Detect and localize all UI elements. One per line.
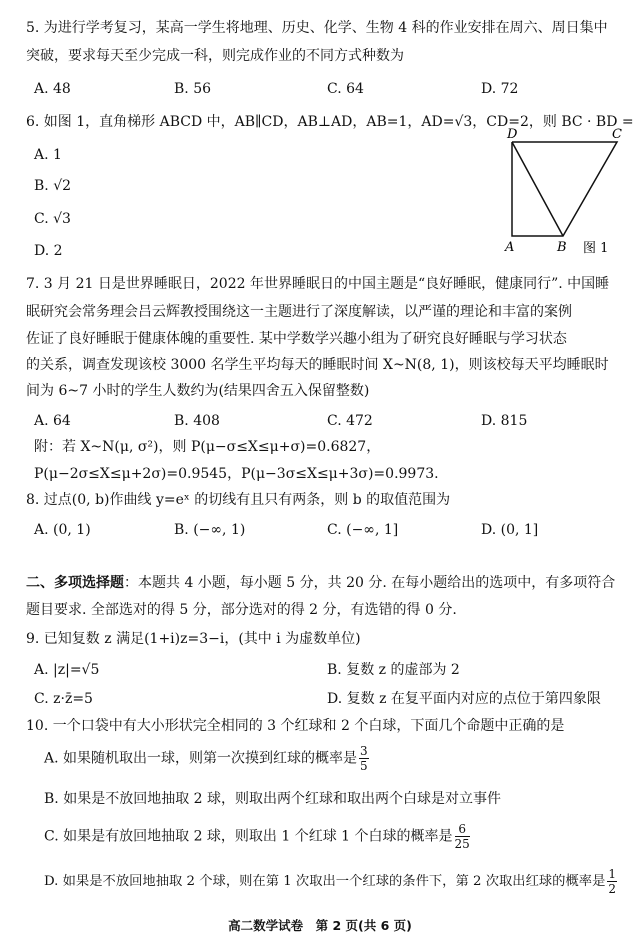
section2-line1 (26, 573, 615, 593)
q10-option-a-fraction (359, 744, 369, 773)
q7-note-line1: 附：若 X~N(μ, σ²)，则 P(μ−σ≤X≤μ+σ)=0.6827， (34, 439, 381, 455)
q5-option-a: A. 48 (34, 81, 71, 97)
q5-stem-line2: 突破，要求每天至少完成一科，则完成作业的不同方式种数为 (26, 48, 404, 64)
fraction-denominator: 25 (454, 837, 470, 851)
q8-stem: 8. 过点(0, b)作曲线 y=eˣ 的切线有且只有两条，则 b 的取值范围为 (26, 492, 451, 508)
figure-caption: 图 1 (583, 241, 609, 256)
q5-option-d: D. 72 (481, 81, 519, 97)
fraction-numerator: 3 (360, 744, 368, 758)
q10-option-b: B. 如果是不放回地抽取 2 球，则取出两个红球和取出两个白球是对立事件 (44, 791, 501, 807)
fig-label-d: D (507, 128, 518, 142)
q10-option-c-text: C. 如果是有放回地抽取 2 球，则取出 1 个红球 1 个白球的概率是 (44, 828, 453, 845)
q10-option-d (44, 867, 619, 896)
q9-stem: 9. 已知复数 z 满足(1+i)z=3−i，(其中 i 为虚数单位) (26, 631, 361, 647)
q7-line1: 7. 3 月 21 日是世界睡眠日，2022 年世界睡眠日的中国主题是“良好睡眠，健康同行”. 中国睡 (26, 276, 610, 292)
q8-option-c: C. (−∞, 1] (327, 522, 399, 538)
fraction-denominator: 2 (608, 882, 617, 896)
q6-option-a: A. 1 (34, 147, 62, 163)
q7-option-a: A. 64 (34, 413, 71, 429)
trapezoid-figure (500, 128, 630, 258)
q7-line5: 间为 6~7 小时的学生人数约为(结果四舍五入保留整数) (26, 383, 370, 399)
q6-option-b: B. √2 (34, 178, 72, 194)
q5-option-c: C. 64 (327, 81, 364, 97)
q9-option-a: A. |z|=√5 (34, 662, 100, 678)
q7-option-d: D. 815 (481, 413, 528, 429)
fig-label-c: C (612, 128, 622, 142)
q10-option-a (44, 744, 371, 773)
fraction-numerator: 6 (455, 822, 470, 837)
q5-option-b: B. 56 (174, 81, 212, 97)
fraction-numerator: 1 (608, 867, 617, 881)
q8-option-a: A. (0, 1) (34, 522, 91, 538)
page-footer: 高二数学试卷 第 2 页(共 6 页) (228, 918, 412, 933)
q9-option-d: D. 复数 z 在复平面内对应的点位于第四象限 (327, 691, 601, 707)
q6-option-c: C. √3 (34, 211, 71, 227)
q7-option-c: C. 472 (327, 413, 373, 429)
q8-option-b: B. (−∞, 1) (174, 522, 246, 538)
q7-line2: 眠研究会常务理会吕云辉教授围绕这一主题进行了深度解读，以严谨的理论和丰富的案例 (26, 304, 572, 320)
q7-line3: 佐证了良好睡眠于健康体魄的重要性. 某中学数学兴趣小组为了研究良好睡眠与学习状态 (26, 331, 567, 347)
fig-label-a: A (505, 240, 515, 255)
q10-option-c (44, 822, 472, 851)
q10-option-d-fraction (607, 867, 617, 896)
q7-note-line2: P(μ−2σ≤X≤μ+2σ)=0.9545，P(μ−3σ≤X≤μ+3σ)=0.9973. (34, 466, 439, 482)
section2-text-line1: ：本题共 4 小题，每小题 5 分，共 20 分. 在每小题给出的选项中，有多项符合 (124, 575, 616, 591)
q9-option-b: B. 复数 z 的虚部为 2 (327, 662, 460, 678)
q8-option-d: D. (0, 1] (481, 522, 539, 538)
fraction-denominator: 5 (360, 759, 368, 773)
section2-title: 二、多项选择题 (26, 575, 124, 591)
fig-label-b: B (557, 240, 567, 255)
section2-line2: 题目要求. 全部选对的得 5 分，部分选对的得 2 分，有选错的得 0 分. (26, 602, 457, 618)
q10-option-c-fraction (455, 822, 470, 851)
q7-option-b: B. 408 (174, 413, 220, 429)
q6-stem: 6. 如图 1，直角梯形 ABCD 中，AB∥CD，AB⊥AD，AB=1，AD=√3，CD=2，则 BC · BD = (26, 114, 634, 130)
q10-stem: 10. 一个口袋中有大小形状完全相同的 3 个红球和 2 个白球，下面几个命题中正确的是 (26, 718, 565, 734)
q10-option-a-text: A. 如果随机取出一球，则第一次摸到红球的概率是 (44, 750, 358, 767)
q9-option-c: C. z·z̄=5 (34, 691, 93, 707)
q7-line4: 的关系，调查发现该校 3000 名学生平均每天的睡眠时间 X~N(8, 1)，则该校每天平均睡眠时 (26, 357, 609, 373)
q10-option-d-text: D. 如果是不放回地抽取 2 个球，则在第 1 次取出一个红球的条件下，第 2 次取出红球的概率是 (44, 874, 606, 889)
q5-stem-line1: 5. 为进行学考复习，某高一学生将地理、历史、化学、生物 4 科的作业安排在周六、周日集中 (26, 20, 608, 36)
q6-option-d: D. 2 (34, 243, 63, 259)
